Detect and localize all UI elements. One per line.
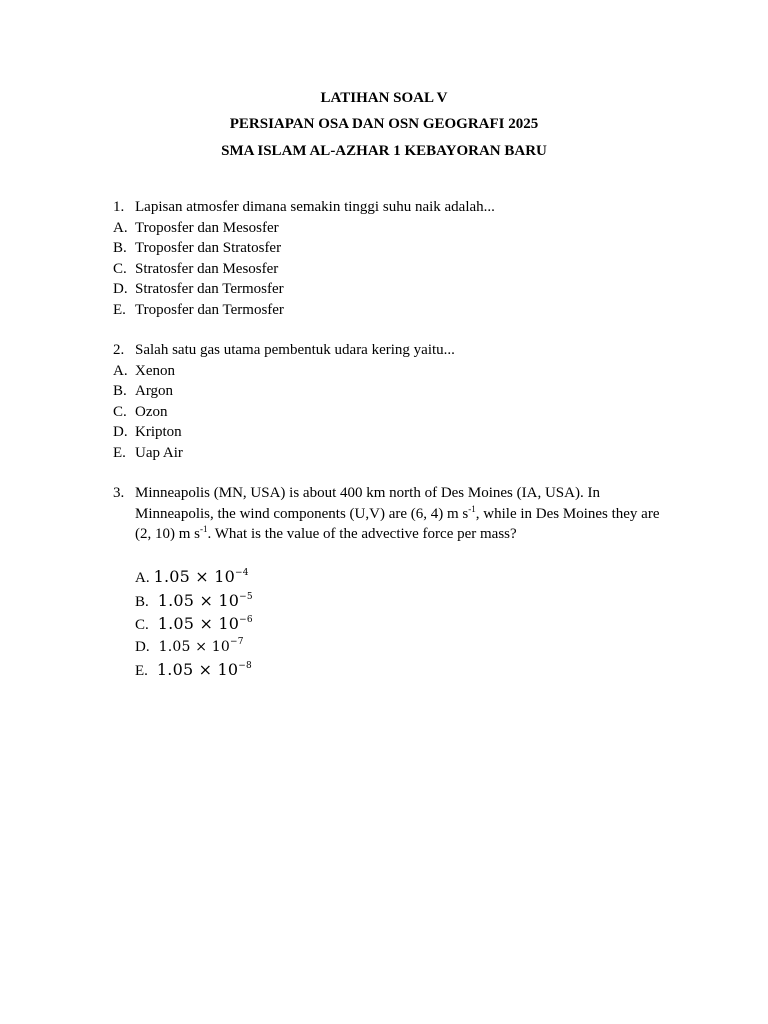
question-text-line: Minneapolis (MN, USA) is about 400 km north of Des Moines (IA, USA). In xyxy=(135,485,600,501)
question-3 xyxy=(113,483,673,545)
option-value: $1.05 \times 10^{-4}$ xyxy=(153,567,249,586)
question-text-line: , while in Des Moines they are xyxy=(475,505,660,522)
option-letter: D. xyxy=(135,639,150,656)
option-b xyxy=(113,381,673,402)
option-d xyxy=(113,422,673,443)
question-text: Salah satu gas utama pembentuk udara kering yaitu... xyxy=(135,342,455,358)
option-letter: D. xyxy=(113,281,128,297)
question-1 xyxy=(113,197,673,320)
option-letter: E. xyxy=(135,662,148,679)
option-letter: D. xyxy=(113,424,128,440)
option-text: Uap Air xyxy=(135,444,183,461)
option-letter: B. xyxy=(113,240,127,256)
option-letter: A. xyxy=(113,362,128,379)
question-2 xyxy=(113,340,673,463)
question-text-line: Minneapolis, the wind components (U,V) are (6, 4) m s xyxy=(135,505,469,522)
option-text: Kripton xyxy=(135,424,182,440)
option-value: $1.05 \times 10^{-8}$ xyxy=(156,659,252,679)
option-text: Troposfer dan Mesosfer xyxy=(135,219,279,236)
option-c xyxy=(113,259,673,280)
option-value: $1.05 \times 10^{-7}$ xyxy=(158,637,244,656)
document-subtitle: PERSIAPAN OSA DAN OSN GEOGRAFI 2025 xyxy=(229,116,539,132)
option-text: Troposfer dan Stratosfer xyxy=(135,240,282,256)
question-3-options xyxy=(135,566,253,683)
question-number: 2. xyxy=(113,342,125,358)
option-b xyxy=(135,590,253,614)
option-a xyxy=(113,361,673,382)
option-value: $1.05 \times 10^{-5}$ xyxy=(157,590,253,610)
option-text: Stratosfer dan Termosfer xyxy=(135,281,284,297)
question-text: Lapisan atmosfer dimana semakin tinggi suhu naik adalah... xyxy=(135,199,495,215)
option-b xyxy=(113,238,673,259)
option-c xyxy=(113,402,673,423)
option-letter: A. xyxy=(113,219,128,236)
exponent: -1 xyxy=(468,503,476,514)
option-letter: E. xyxy=(113,301,126,318)
option-d xyxy=(135,637,253,659)
option-letter: B. xyxy=(113,383,127,399)
question-text xyxy=(135,483,673,545)
option-a xyxy=(113,218,673,239)
option-letter: C. xyxy=(113,260,127,277)
option-letter: B. xyxy=(135,593,149,610)
option-text: Ozon xyxy=(135,403,168,420)
school-name: SMA ISLAM AL-AZHAR 1 KEBAYORAN BARU xyxy=(221,143,547,159)
exponent: −5 xyxy=(239,591,253,602)
option-e xyxy=(135,659,253,683)
option-text: Stratosfer dan Mesosfer xyxy=(135,260,279,277)
option-value: $1.05 \times 10^{-6}$ xyxy=(157,614,253,634)
option-e xyxy=(113,300,673,321)
exponent: −8 xyxy=(238,660,252,671)
option-letter: C. xyxy=(113,403,127,420)
option-text: Xenon xyxy=(135,362,175,379)
option-text: Troposfer dan Termosfer xyxy=(135,301,284,318)
option-c xyxy=(135,613,253,637)
option-text: Argon xyxy=(135,383,174,399)
exponent: −6 xyxy=(239,615,253,626)
exponent: −4 xyxy=(234,568,249,578)
question-number: 1. xyxy=(113,199,125,215)
exponent: -1 xyxy=(200,524,208,534)
question-text-line: . What is the value of the advective force per mass? xyxy=(207,526,517,542)
option-a xyxy=(135,566,253,590)
document-title: LATIHAN SOAL V xyxy=(320,90,448,106)
question-text-line: (2, 10) m s xyxy=(135,526,200,542)
option-e xyxy=(113,443,673,464)
option-letter: A. xyxy=(135,570,150,586)
option-letter: E. xyxy=(113,444,126,461)
option-letter: C. xyxy=(135,617,149,634)
question-number: 3. xyxy=(113,485,125,501)
exponent: −7 xyxy=(230,637,244,648)
option-d xyxy=(113,279,673,300)
